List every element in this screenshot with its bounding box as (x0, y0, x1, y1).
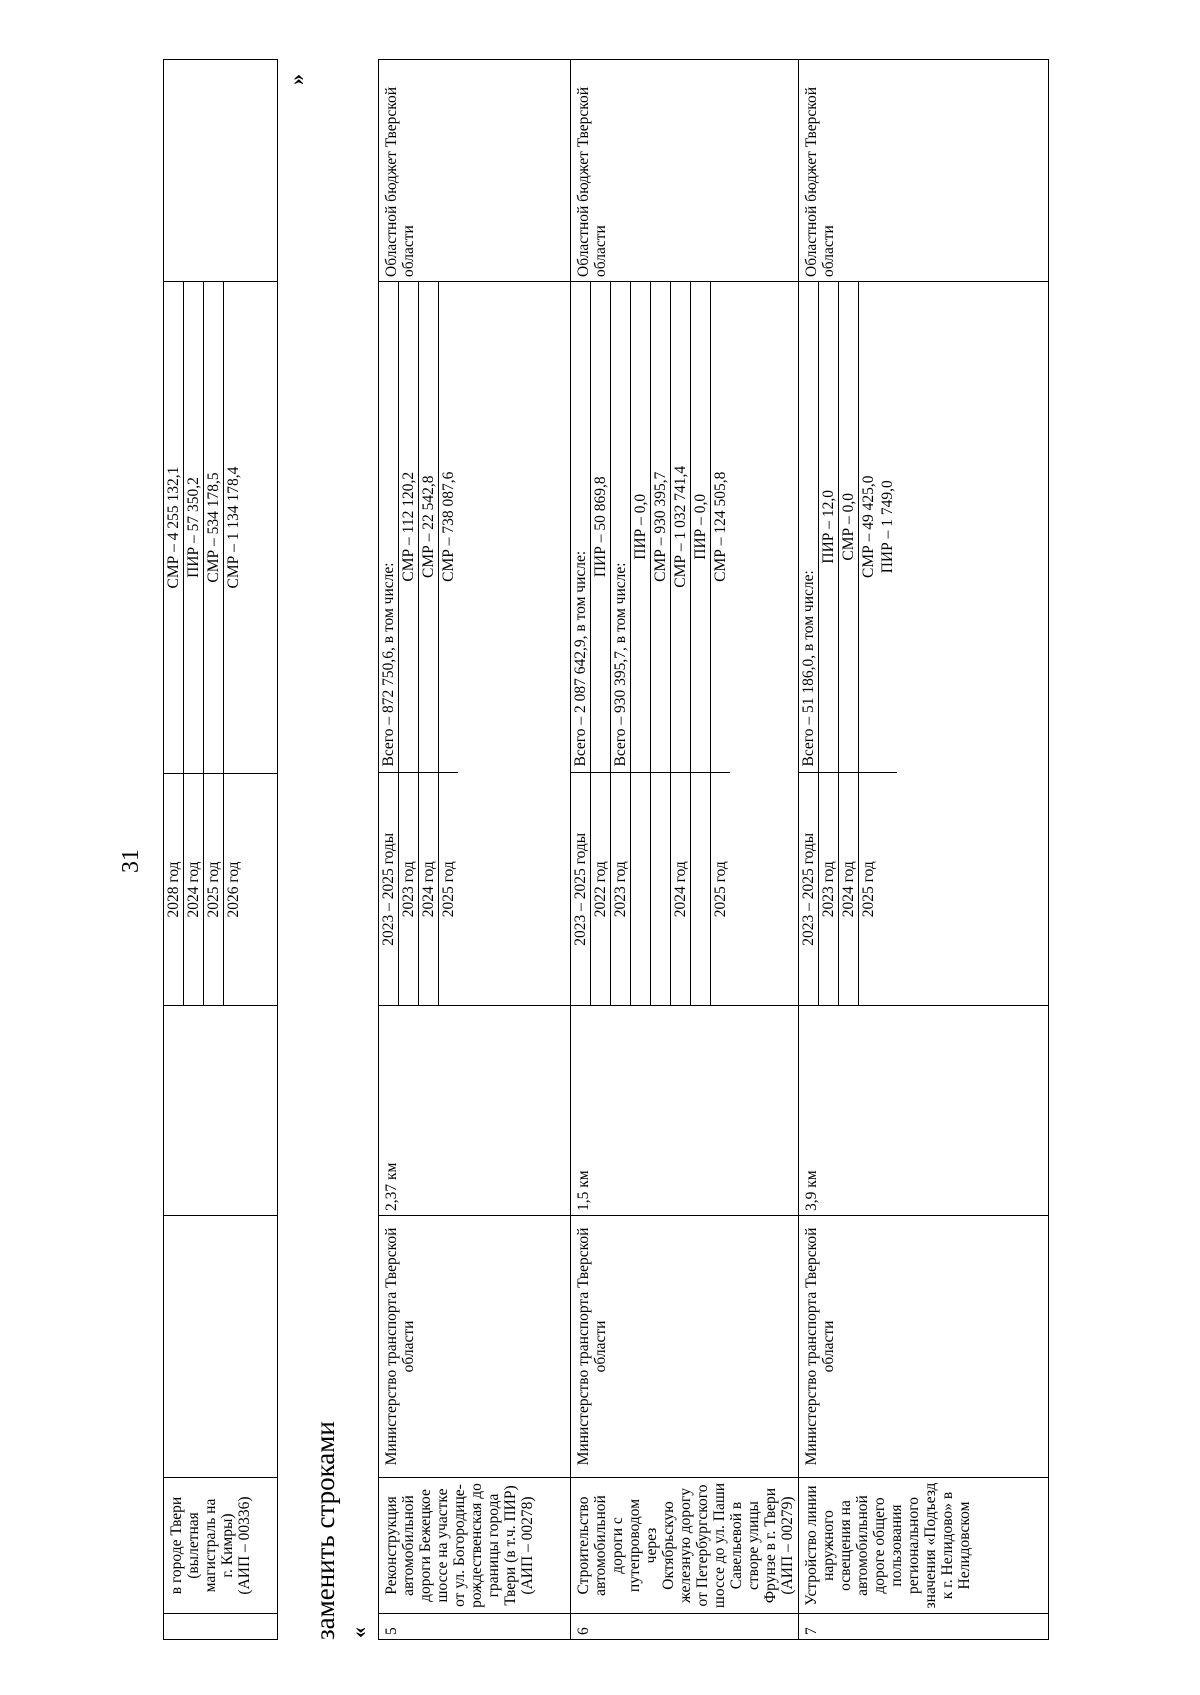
top-executor-cell (164, 1216, 278, 1478)
schedule-value: СМР – 49 425,0 (860, 475, 877, 578)
schedule-value: Всего – 2 087 642,9, в том числе: (571, 281, 591, 773)
capacity: 3,9 км (799, 1006, 1049, 1216)
schedule-value: ПИР – 57 350,2 (184, 282, 204, 773)
top-name-line: в городе Твери (168, 1496, 185, 1595)
schedule-year: 2024 год (671, 773, 691, 1005)
schedule-year (631, 773, 651, 1005)
schedule-value: СМР – 112 120,2 (399, 281, 419, 773)
object-name: Строительство автомобильной дороги с путепроводом через Октябрьскую железную дорогу от Петербургского шоссе до ул. Паши Савельевой в створе улицы Фрунзе в г. Твери (АИП – 00279) (571, 1478, 799, 1614)
top-source-cell (164, 60, 278, 282)
schedule-year: 2024 год (419, 773, 439, 1005)
executor: Министерство транспорта Тверской области (571, 1216, 799, 1478)
top-table (163, 59, 278, 1640)
schedule-value: СМР – 1 032 741,4 (671, 281, 691, 773)
schedule-year: 2022 год (591, 773, 611, 1005)
object-name: Устройство линии наружного освещения на автомобильной дороге общего пользования регионального значения «Подъезд к г. Нелидово» в Нелидовском (799, 1478, 1049, 1614)
schedule-value: ПИР – 0,0 (691, 281, 711, 773)
table-row (571, 60, 799, 1640)
top-name-line: (АИП – 00336) (236, 1496, 253, 1595)
funding-source: Областной бюджет Тверской области (799, 60, 1049, 282)
top-name-line: (вылетная (185, 1512, 202, 1579)
opening-quote: « (346, 1627, 371, 1638)
schedule-year: 2025 год (711, 773, 731, 1005)
row-number: 7 (799, 1614, 1049, 1640)
schedule-cell (571, 282, 799, 1006)
schedule-year (878, 773, 897, 1005)
schedule-year: 2023 – 2025 годы (379, 773, 399, 1005)
schedule-cell (799, 282, 1049, 1006)
funding-source: Областной бюджет Тверской области (571, 60, 799, 282)
schedule-cell (379, 282, 571, 1006)
closing-quote: » (284, 74, 309, 85)
schedule-value: Всего – 51 186,0, в том числе: (799, 281, 819, 773)
schedule-year: 2025 год (204, 774, 224, 1005)
schedule-year (691, 773, 711, 1005)
schedule-value: СМР – 22 542,8 (419, 281, 439, 773)
schedule-value: СМР – 4 255 132,1 (164, 282, 184, 773)
schedule-value: Всего – 930 395,7, в том числе: (611, 281, 631, 773)
table-row (379, 60, 571, 1640)
top-capacity-cell (164, 1006, 278, 1216)
capacity: 1,5 км (571, 1006, 799, 1216)
schedule-year: 2024 год (839, 773, 859, 1005)
top-year-cell (164, 774, 278, 1006)
schedule-year: 2028 год (164, 774, 184, 1005)
schedule-year: 2023 год (819, 773, 839, 1005)
row-number: 6 (571, 1614, 799, 1640)
main-table (378, 59, 1049, 1640)
schedule-value: СМР – 534 178,5 (204, 282, 224, 773)
table-row (799, 60, 1049, 1640)
top-value-cell (164, 282, 278, 774)
schedule-year: 2024 год (184, 774, 204, 1005)
schedule-value: СМР – 124 505,8 (712, 471, 729, 582)
schedule-year: 2023 – 2025 годы (799, 773, 819, 1005)
schedule-year (651, 773, 671, 1005)
schedule-value: СМР – 1 134 178,4 (225, 466, 242, 589)
top-name-line: магистраль на (202, 1498, 219, 1593)
schedule-year: 2025 год (439, 773, 459, 1005)
page-number: 31 (118, 849, 144, 873)
schedule-value: ПИР – 50 869,8 (591, 281, 611, 773)
executor: Министерство транспорта Тверской области (379, 1216, 571, 1478)
schedule-year: 2023 – 2025 годы (571, 773, 591, 1005)
schedule-year: 2023 год (399, 773, 419, 1005)
top-name-cell (164, 1478, 278, 1614)
executor: Министерство транспорта Тверской области (799, 1216, 1049, 1478)
top-name-line: г. Кимры) (219, 1513, 236, 1578)
schedule-year: 2023 год (611, 773, 631, 1005)
replace-caption: заменить строками (310, 1421, 340, 1640)
schedule-value: ПИР – 0,0 (631, 281, 651, 773)
schedule-value: Всего – 872 750,6, в том числе: (379, 281, 399, 773)
row-number: 5 (379, 1614, 571, 1640)
schedule-value: ПИР – 1 749,0 (879, 480, 896, 574)
schedule-value: СМР – 738 087,6 (440, 471, 457, 582)
schedule-value: СМР – 930 395,7 (651, 281, 671, 773)
schedule-value: СМР – 0,0 (839, 281, 859, 773)
object-name: Реконструкция автомобильной дороги Бежецкое шоссе на участке от ул. Богородице-рождественская до границы города Твери (в т.ч. ПИР) (АИП – 00278) (379, 1478, 571, 1614)
funding-source: Областной бюджет Тверской области (379, 60, 571, 282)
capacity: 2,37 км (379, 1006, 571, 1216)
schedule-year: 2026 год (225, 861, 242, 918)
schedule-year: 2025 год (859, 773, 879, 1005)
top-num-cell (164, 1614, 278, 1640)
schedule-value: ПИР – 12,0 (819, 281, 839, 773)
